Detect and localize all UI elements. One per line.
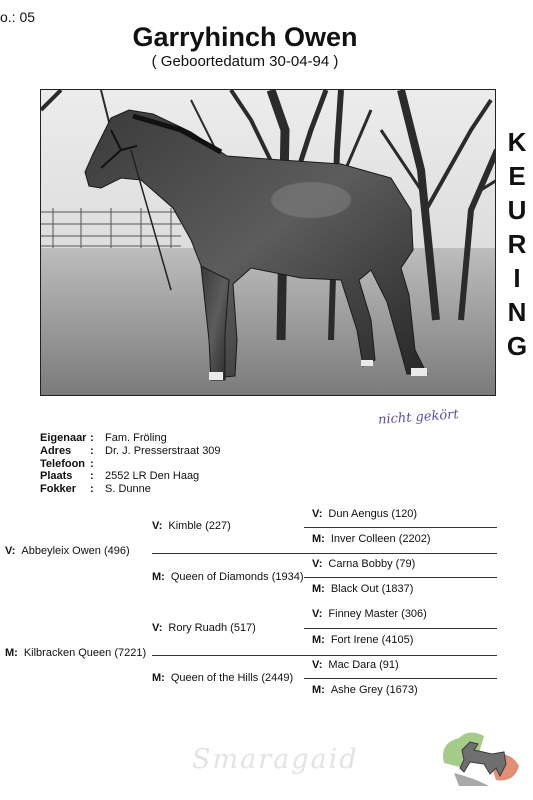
info-label: Plaats [40, 470, 73, 483]
info-label: Fokker [40, 483, 77, 496]
owner-info-block [40, 432, 221, 496]
keuring-letter: U [507, 195, 527, 225]
pedigree-line [304, 628, 497, 629]
info-label: Adres [40, 444, 72, 457]
pedigree-entry: V: Abbeyleix Owen (496) [5, 545, 130, 557]
info-label: Eigenaar [40, 432, 87, 444]
info-row-place: Plaats : 2552 LR Den Haag [40, 470, 200, 483]
info-value: S. Dunne [105, 483, 151, 496]
keuring-letter: R [507, 229, 527, 259]
keuring-letter: K [507, 127, 527, 157]
pedigree-entry: M: Queen of Diamonds (1934) [152, 571, 304, 583]
pedigree-line [304, 527, 497, 528]
pedigree-entry: V: Dun Aengus (120) [312, 508, 418, 520]
pedigree-line [304, 577, 497, 578]
pedigree-entry: V: Carna Bobby (79) [312, 558, 416, 570]
birth-date-line: ( Geboortedatum 30-04-94 ) [151, 53, 339, 70]
pedigree-entry: M: Inver Colleen (2202) [312, 533, 431, 545]
pedigree-entry: M: Ashe Grey (1673) [312, 684, 418, 696]
pedigree-entry: V: Finney Master (306) [312, 608, 427, 620]
info-row-address: Adres : Dr. J. Presserstraat 309 [40, 444, 221, 457]
keuring-letter: E [508, 161, 526, 191]
pedigree-line [304, 678, 497, 679]
pedigree-entry: V: Kimble (227) [152, 520, 231, 532]
horse-name-title: Garryhinch Owen [132, 22, 358, 52]
pedigree-entry: M: Black Out (1837) [312, 583, 414, 595]
pedigree-entry: M: Kilbracken Queen (7221) [5, 647, 147, 659]
info-row-owner: Eigenaar : Fam. Fröling [40, 432, 167, 444]
keuring-letter: I [513, 263, 521, 293]
keuring-side-label [503, 125, 531, 363]
info-label: Telefoon [40, 457, 86, 470]
pedigree-entry: M: Queen of the Hills (2449) [152, 672, 294, 684]
info-value: Fam. Fröling [105, 432, 167, 444]
pedigree-entry: M: Fort Irene (4105) [312, 634, 414, 646]
watermark-text: Smaragaid [192, 744, 359, 775]
info-value: Dr. J. Presserstraat 309 [105, 444, 221, 457]
keuring-letter: G [506, 331, 528, 361]
info-row-phone: Telefoon : [40, 457, 94, 470]
pedigree-line [152, 553, 497, 554]
pedigree-entry: V: Rory Ruadh (517) [152, 622, 256, 634]
pedigree-line [152, 655, 497, 656]
catalog-number: o.: 05 [0, 9, 36, 25]
keuring-letter: N [507, 297, 527, 327]
handwritten-note: nicht gekört [377, 407, 460, 428]
horse-logo-icon [434, 728, 524, 788]
info-value: 2552 LR Den Haag [105, 470, 200, 483]
pedigree-entry: V: Mac Dara (91) [312, 659, 399, 671]
horse-photo [40, 89, 496, 396]
info-row-breeder: Fokker : S. Dunne [40, 483, 151, 496]
